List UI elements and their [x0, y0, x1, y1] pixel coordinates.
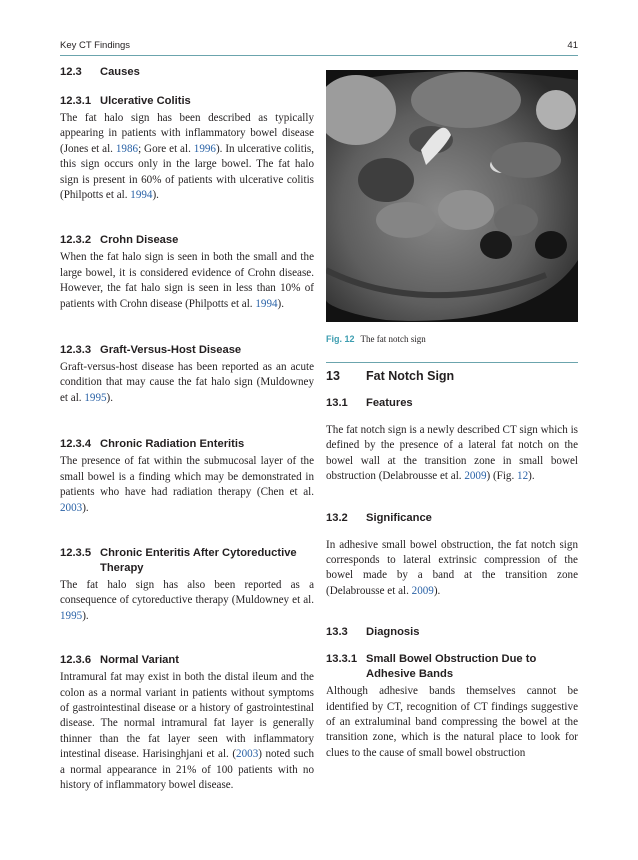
subsection-heading: 12.3.6 Normal Variant [60, 654, 179, 667]
citation-link[interactable]: 2003 [236, 748, 259, 761]
section-heading: 13.1 Features [326, 397, 413, 409]
section-12-3-3 [60, 343, 314, 406]
section-rule [326, 362, 578, 363]
subsection-heading: 12.3.5 Chronic Enteritis After Cytoreductive Therapy [60, 546, 297, 574]
section-heading: 13.2 Significance [326, 511, 432, 524]
citation-link[interactable]: 1995 [60, 609, 83, 622]
section-heading: 13.3 Diagnosis [326, 626, 420, 639]
section-12-3-1 [60, 94, 314, 203]
running-head [60, 40, 578, 54]
header-rule [60, 55, 578, 56]
figure-caption-text: The fat notch sign [360, 334, 426, 344]
paragraph: In adhesive small bowel obstruction, the fat notch sign corresponds to lateral extrinsic compression of the bowel made by a band at the transition zone (Delabrousse et al. 2009). [326, 538, 578, 597]
section-12-3-5 [60, 546, 314, 624]
section-13-2 [326, 512, 578, 600]
paragraph: The presence of fat within the submucosal layer of the small bowel is a finding which may be demonstrated in patients who have had radiation therapy (Chen et al. 2003). [60, 455, 314, 514]
running-head-title: Key CT Findings [60, 40, 131, 51]
citation-link[interactable]: 1995 [84, 391, 107, 404]
paragraph: The fat halo sign has also been reported as a consequence of cytoreductive therapy (Muldowney et al. 1995). [60, 578, 314, 622]
subsection-heading: 12.3.2 Crohn Disease [60, 234, 179, 247]
section-12-3-4 [60, 437, 314, 516]
ct-scan-image [326, 70, 578, 322]
paragraph: The fat halo sign has been described as typically appearing in patients with inflammatory bowel disease (Jones et al. 1986; Gore et al. 1996). In ulcerative colitis, this sign occurs only in the large bowel. The fat halo sign is present in 60% of patients with ulcerative colitis (Philpotts et al. 1994). [60, 112, 315, 202]
citation-link[interactable]: 1994 [130, 189, 153, 202]
section-heading-12-3: 12.3 Causes [60, 66, 140, 78]
subsection-heading: 12.3.3 Graft-Versus-Host Disease [60, 344, 242, 357]
paragraph: Intramural fat may exist in both the distal ileum and the colon as a normal variant in patients without symptoms of gastrointestinal disease or a history of gastrointestinal disease. The normal intramural fat layer is generally thinner than the fat layer seen with inflammatory intestinal disease. Harisinghjani et al. (2003) noted such a normal appearance in 21% of 100 patients with no history of inflammatory bowel disease. [60, 671, 314, 791]
section-13-1 [326, 397, 578, 485]
figure-label: Fig. 12 [326, 334, 355, 344]
paragraph: Although adhesive bands themselves cannot be identified by CT, recognition of CT findings suggestive of an extraluminal band compressing the bowel at the transition zone, which is the natural place to look for clues to the cause of small bowel obstruction [326, 685, 578, 759]
chapter-heading-13: 13 Fat Notch Sign [326, 369, 455, 383]
page-number: 41 [567, 40, 578, 51]
subsection-heading: 12.3.4 Chronic Radiation Enteritis [60, 438, 245, 451]
section-13-3 [326, 626, 578, 638]
section-12-3-6 [60, 653, 314, 793]
left-column [60, 66, 314, 793]
citation-link[interactable]: 1996 [193, 142, 216, 155]
section-12-3-2 [60, 233, 314, 312]
figure-link[interactable]: 12 [517, 470, 529, 483]
citation-link[interactable]: 2009 [464, 470, 487, 483]
figure-caption [326, 334, 578, 344]
subsection-heading: 13.3.1 Small Bowel Obstruction Due to Adhesive Bands [326, 653, 537, 681]
citation-link[interactable]: 1986 [115, 142, 139, 155]
right-column [326, 70, 578, 761]
section-13-3-1 [326, 652, 578, 761]
paragraph: When the fat halo sign is seen in both the small and the large bowel, it is considered evidence of Crohn disease. However, the fat halo sign is seen in less than 10% of patients with Crohn disease (Philpotts et al. 1994). [60, 251, 314, 310]
ct-scan-illustration [326, 70, 578, 322]
subsection-heading: 12.3.1 Ulcerative Colitis [60, 95, 191, 107]
paragraph: The fat notch sign is a newly described CT sign which is defined by the presence of a lateral fat notch on the bowel wall at the transition zone in small bowel obstruction (Delabrousse et al. 2009) (Fig. 12). [326, 424, 578, 483]
citation-link[interactable]: 2003 [60, 501, 83, 514]
citation-link[interactable]: 1994 [255, 297, 278, 310]
citation-link[interactable]: 2009 [411, 584, 434, 597]
paragraph: Graft-versus-host disease has been reported as an acute condition that may cause the fat halo sign (Muldowney et al. 1995). [60, 361, 314, 404]
